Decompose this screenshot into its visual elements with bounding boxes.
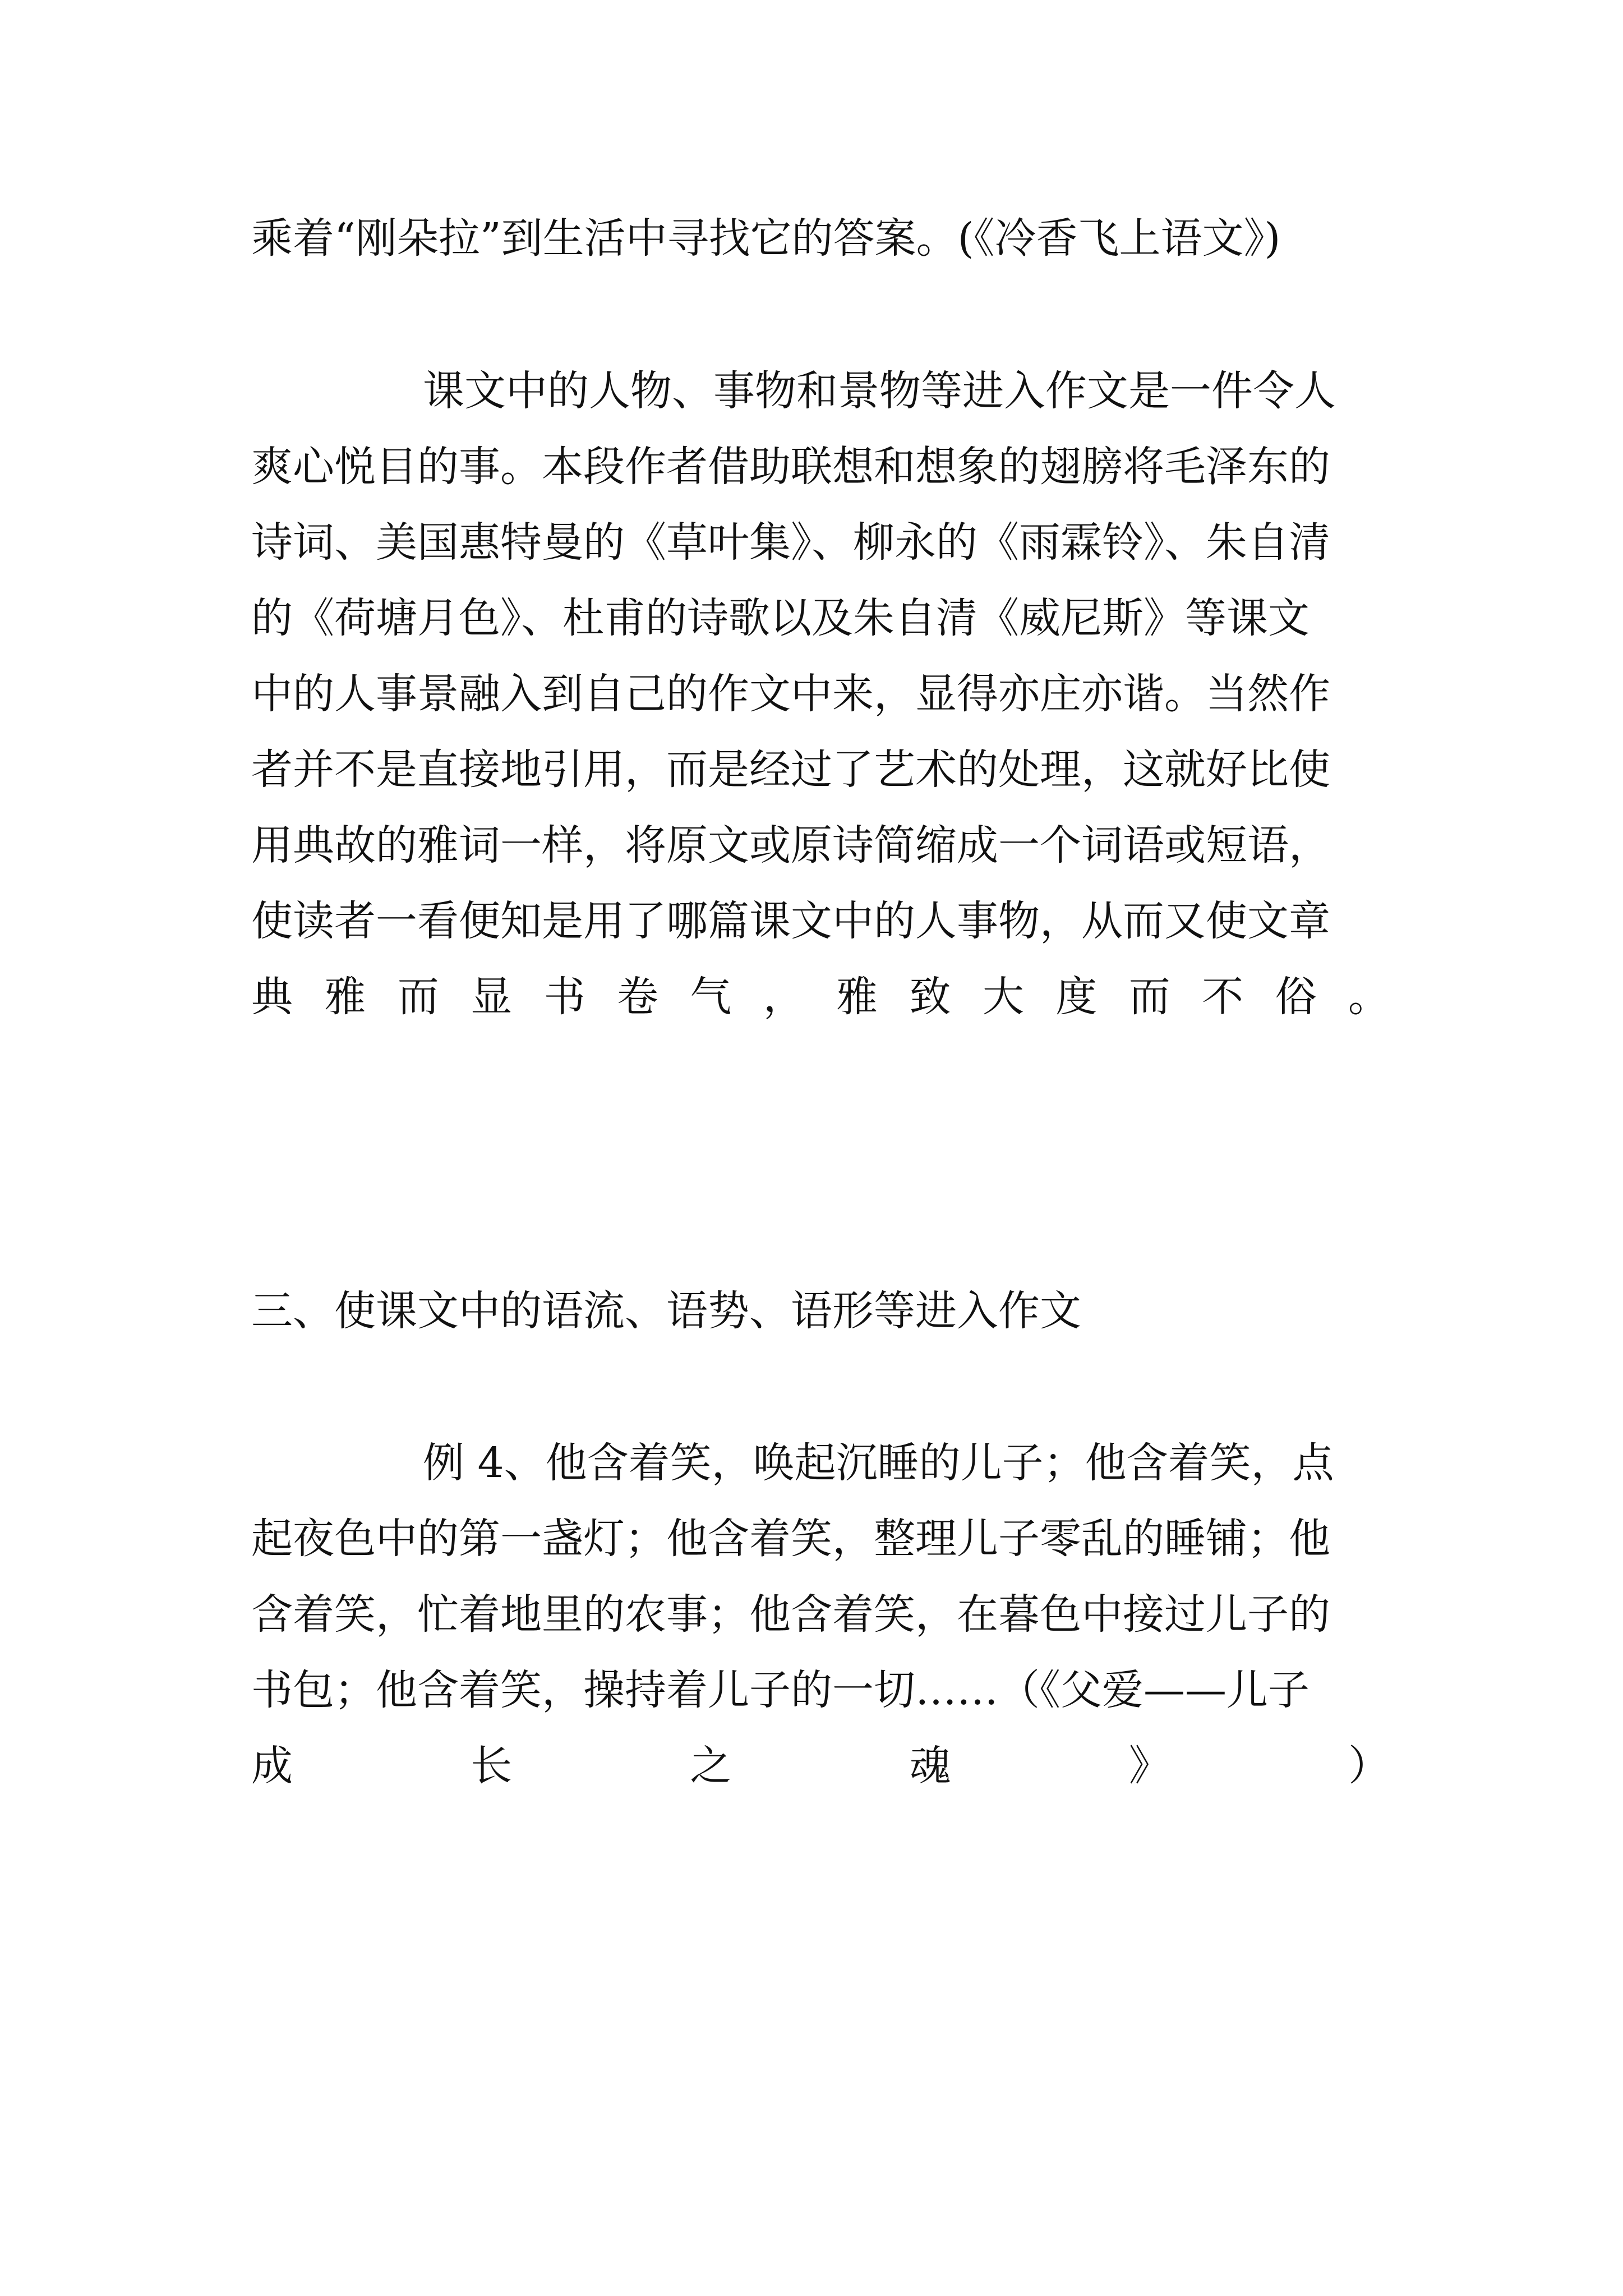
text-line: 诗词、美国惠特曼的《草叶集》、柳永的《雨霖铃》、朱自清 xyxy=(251,518,1330,567)
char: ） xyxy=(1348,1742,1390,1790)
char: 气 xyxy=(690,973,732,1021)
char: 长 xyxy=(471,1742,513,1790)
text-line: 中的人事景融入到自己的作文中来，显得亦庄亦谐。当然作 xyxy=(251,670,1330,718)
text-line: 使读者一看便知是用了哪篇课文中的人事物，从而又使文章 xyxy=(251,897,1330,945)
paragraph-first-line: 课文中的人物、事物和景物等进入作文是一件令人 xyxy=(423,367,1336,415)
section-heading: 三、使课文中的语流、语势、语形等进入作文 xyxy=(251,1287,1081,1335)
text-line xyxy=(251,213,1390,264)
char: ， xyxy=(763,973,805,1021)
char: 之 xyxy=(690,1742,732,1790)
text-line: 用典故的雅词一样，将原文或原诗简缩成一个词语或短语， xyxy=(251,821,1330,869)
text-line: 起夜色中的第一盏灯；他含着笑，整理儿子零乱的睡铺；他 xyxy=(251,1515,1330,1563)
char: 魂 xyxy=(909,1742,951,1790)
text-line: 者并不是直接地引用，而是经过了艺术的处理，这就好比使 xyxy=(251,746,1330,794)
char: 而 xyxy=(397,973,439,1021)
char: 显 xyxy=(471,973,513,1021)
text-line: 爽心悦目的事。本段作者借助联想和想象的翅膀将毛泽东的 xyxy=(251,443,1330,491)
char: 度 xyxy=(1055,973,1098,1021)
char: 成 xyxy=(251,1742,293,1790)
text-line: 的《荷塘月色》、杜甫的诗歌以及朱自清《威尼斯》等课文 xyxy=(251,594,1310,642)
justified-line xyxy=(251,1741,1390,1791)
char: 大 xyxy=(982,973,1024,1021)
char: 而 xyxy=(1128,973,1170,1021)
justified-line xyxy=(251,972,1390,1022)
text-line: 书包；他含着笑，操持着儿子的一切……（《父爱——儿子 xyxy=(251,1666,1310,1714)
char: 》 xyxy=(1128,1742,1170,1790)
text-line: 含着笑，忙着地里的农事；他含着笑，在暮色中接过儿子的 xyxy=(251,1590,1330,1639)
char: 不 xyxy=(1202,973,1244,1021)
char: 典 xyxy=(251,973,293,1021)
text-line: 乘着“刚朵拉”到生活中寻找它的答案。(《冷香飞上语文》) xyxy=(251,214,1281,263)
char: 书 xyxy=(543,973,585,1021)
char: 俗 xyxy=(1275,973,1317,1021)
char: 致 xyxy=(909,973,951,1021)
char: 。 xyxy=(1348,973,1390,1021)
char: 雅 xyxy=(324,973,366,1021)
paragraph-first-line: 例 4、他含着笑，唤起沉睡的儿子；他含着笑，点 xyxy=(423,1439,1334,1487)
char: 雅 xyxy=(836,973,878,1021)
char: 卷 xyxy=(616,973,658,1021)
